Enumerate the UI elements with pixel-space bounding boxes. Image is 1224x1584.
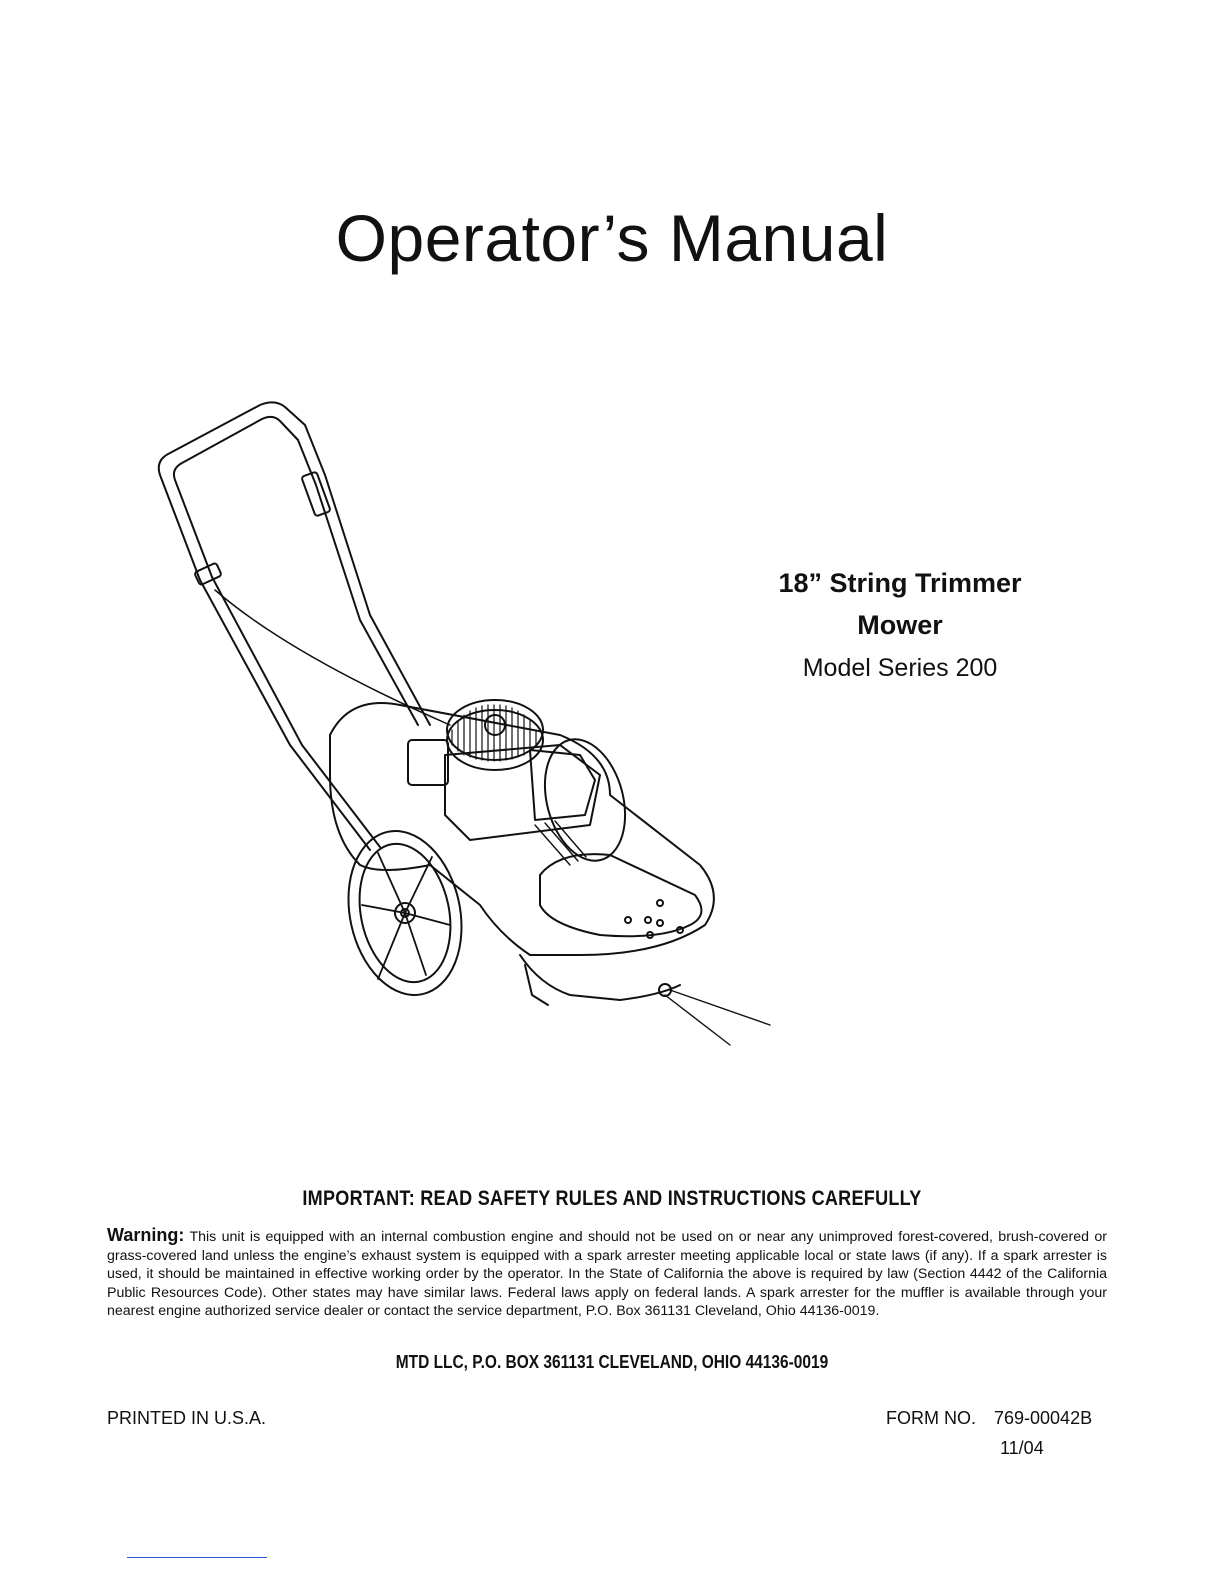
form-number bbox=[886, 1408, 1092, 1429]
manual-title: Operator’s Manual bbox=[335, 201, 889, 275]
product-name-line2: Mower bbox=[857, 610, 943, 640]
footer-rule bbox=[127, 1557, 267, 1558]
company-address: MTD LLC, P.O. BOX 361131 CLEVELAND, OHIO 44136-0019 bbox=[395, 1352, 829, 1372]
string-trimmer-mower-illustration bbox=[140, 395, 780, 1065]
warning-text: This unit is equipped with an internal combustion engine and should not be used on or near any unimproved forest-covered, brush-covered or grass-covered land unless the engine’s exhaust system is equipped with a spark arrester meeting applicable local or state laws (if any). If a spark arrester is used, it should be maintained in effective working order by the operator. In the State of California the above is required by law (Section 4442 of the California Public Resources Code). Other states may have similar laws. Federal laws apply on federal lands. A spark arrester for the muffler is available through your nearest engine authorized service dealer or contact the service department, P.O. Box 361131 Cleveland, Ohio 44136-0019. bbox=[107, 1229, 1107, 1319]
form-number-value: 769-00042B bbox=[994, 1408, 1093, 1428]
form-date: 11/04 bbox=[1000, 1438, 1044, 1458]
warning-paragraph bbox=[107, 1226, 1107, 1321]
model-series: Model Series 200 bbox=[802, 654, 998, 682]
product-info bbox=[740, 562, 1060, 690]
important-heading: IMPORTANT: READ SAFETY RULES AND INSTRUCTIONS CAREFULLY bbox=[302, 1187, 922, 1210]
product-name-line1: 18” String Trimmer bbox=[778, 568, 1022, 598]
warning-label: Warning: bbox=[107, 1225, 185, 1245]
form-number-label: FORM NO. bbox=[886, 1408, 976, 1428]
printed-in: PRINTED IN U.S.A. bbox=[107, 1408, 267, 1428]
